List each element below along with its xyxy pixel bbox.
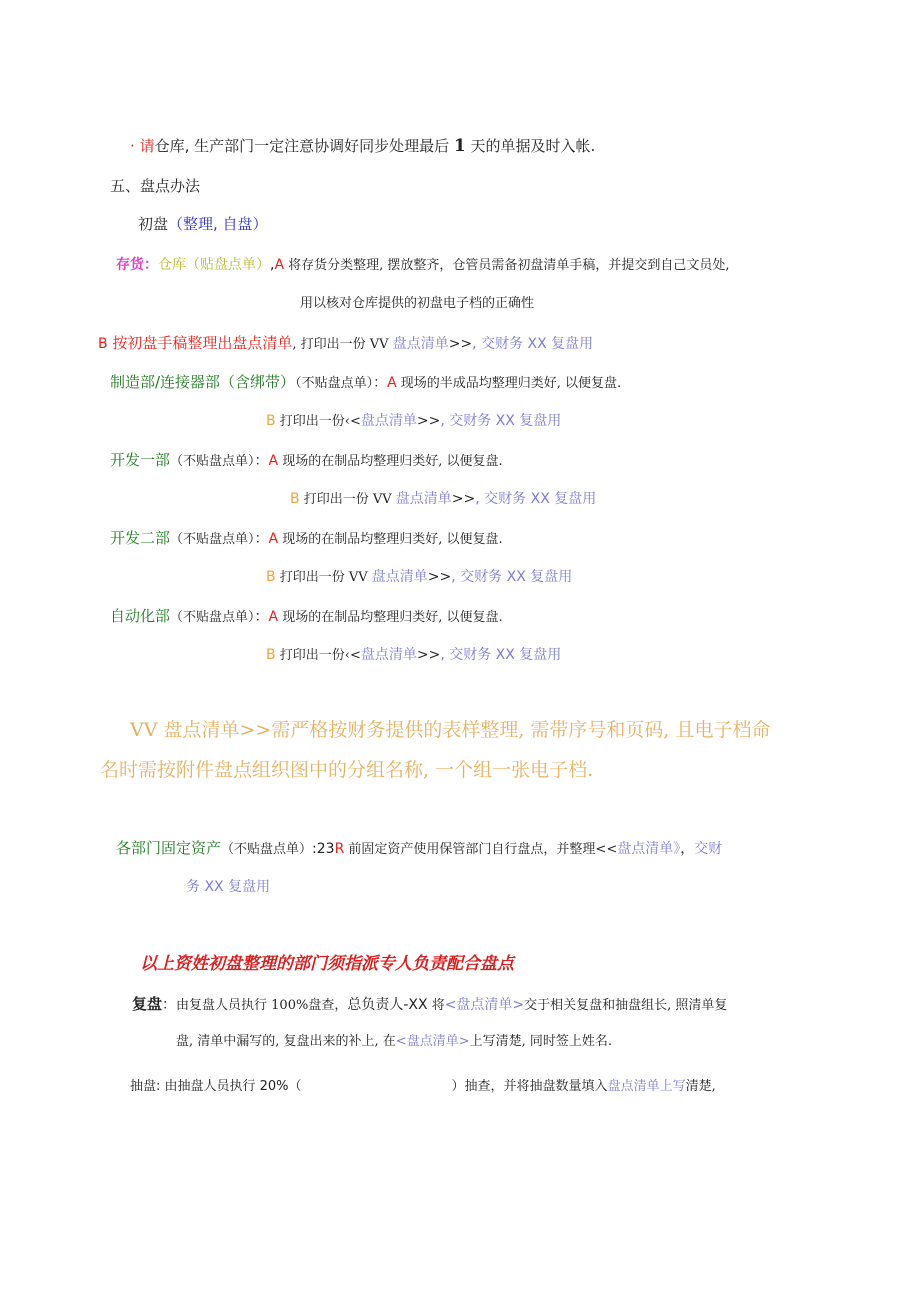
recount-text: 交于相关复盘和抽盘组长, 照清单复 xyxy=(524,998,728,1013)
comma: , xyxy=(472,336,482,352)
no-label-note: （不贴盘点单） xyxy=(221,842,313,857)
colon: ： xyxy=(162,997,177,1013)
instruction-text: 仓库, 生产部门一定注意协调好同步处理最后 xyxy=(154,137,454,155)
automation-label: 自动化部 xyxy=(110,607,171,625)
automation-b-line xyxy=(266,645,561,666)
comma: , xyxy=(440,647,450,663)
step-a: A xyxy=(268,453,279,469)
please-word: 请 xyxy=(139,137,155,155)
gt-mark: >> xyxy=(448,336,473,352)
recount-text: 由复盘人员执行 100%盘查， xyxy=(176,998,348,1013)
finance-review: 交财务 XX 复盘用 xyxy=(449,413,562,429)
print-text: 打印出一份‹< xyxy=(275,414,361,429)
step-b: B xyxy=(266,569,276,585)
fixed-assets-code: :23 xyxy=(312,841,335,857)
count-list-link: 盘点清单 xyxy=(360,413,417,429)
fixed-assets-continuation: 务 XX 复盘用 xyxy=(186,879,271,895)
no-label-note: （不贴盘点单） xyxy=(295,376,374,391)
spot-check-text: 抽盘: 由抽盘人员执行 20%（ xyxy=(130,1079,302,1094)
bullet: · xyxy=(130,137,135,155)
fixed-assets-line xyxy=(116,838,722,860)
print-text: 打印出一份 VV xyxy=(275,570,372,585)
colon: ： xyxy=(254,453,269,469)
italic-note: 以上资姓初盘整理的部门须指派专人负责配合盘点 xyxy=(140,954,514,974)
count-list-link: 盘点清单》 xyxy=(617,841,681,857)
count-list-link: 盘点清单 xyxy=(371,569,428,585)
section-heading: 五、盘点办法 xyxy=(110,177,201,195)
manufacturing-line xyxy=(110,372,621,394)
comma: , xyxy=(475,491,485,507)
step-a: A xyxy=(268,531,279,547)
print-text: 打印出一份 VV xyxy=(299,492,396,507)
gt-mark: >> xyxy=(416,413,441,429)
step-b: B xyxy=(98,336,108,352)
dev2-text: 现场的在制品均整理归类好, 以便复盘. xyxy=(278,532,503,547)
step-a: A xyxy=(268,609,279,625)
count-list-link: 盘点清单上写 xyxy=(607,1079,686,1094)
dev2-label: 开发二部 xyxy=(110,529,171,547)
count-list-link: <盘点清单> xyxy=(444,997,525,1013)
no-label-note: （不贴盘点单） xyxy=(170,610,255,625)
colon: ： xyxy=(254,531,269,547)
inventory-continuation: 用以核对仓库提供的初盘电子档的正确性 xyxy=(300,296,535,311)
print-text: , 打印出一份 VV xyxy=(292,337,393,352)
initial-count-label: 初盘 xyxy=(138,215,169,233)
warehouse-note: 仓库（贴盘点单） xyxy=(158,257,270,273)
dev1-text: 现场的在制品均整理归类好, 以便复盘. xyxy=(278,454,503,469)
format-note-line2: 名时需按附件盘点组织图中的分组名称, 一个组一张电子档. xyxy=(100,759,594,781)
gt-mark: >> xyxy=(451,491,476,507)
spot-check-text: ）抽查，并将抽盘数量填入 xyxy=(451,1079,608,1094)
automation-line xyxy=(110,606,503,628)
dev2-b-line xyxy=(266,567,572,588)
spot-check-line xyxy=(130,1077,716,1097)
comma: , xyxy=(451,569,461,585)
colon: ： xyxy=(254,609,269,625)
finance-review: 交财务 XX 复盘用 xyxy=(484,491,597,507)
step-b-line xyxy=(98,333,593,355)
dev1-line xyxy=(110,450,503,472)
automation-text: 现场的在制品均整理归类好, 以便复盘. xyxy=(278,610,503,625)
comma: , xyxy=(440,413,450,429)
chief-owner: 总负责人-XX xyxy=(347,997,428,1013)
dev1-b-line xyxy=(290,489,596,510)
count-list-link: <盘点清单> xyxy=(395,1034,470,1049)
step-b: B xyxy=(266,647,276,663)
step-b: B xyxy=(266,413,276,429)
recount-text: 盘, 清单中漏写的, 复盘出来的补上, 在 xyxy=(176,1034,396,1049)
count-list-link: 盘点清单 xyxy=(392,336,449,352)
fixed-assets-text: 前固定资产使用保管部门自行盘点，并整理<< xyxy=(344,842,618,857)
step-b: B xyxy=(290,491,300,507)
no-label-note: （不贴盘点单） xyxy=(170,532,255,547)
comma: , xyxy=(270,257,275,273)
initial-count-heading xyxy=(138,214,268,234)
recount-continuation xyxy=(176,1032,612,1052)
manufacturing-label: 制造部/连接器部（含绑带） xyxy=(110,373,296,391)
dev1-label: 开发一部 xyxy=(110,451,171,469)
recount-label: 复盘 xyxy=(132,995,163,1013)
step-a: A xyxy=(387,375,397,391)
r-mark: R xyxy=(334,841,345,857)
instruction-line xyxy=(130,136,595,156)
finance-review: 交财务 XX 复盘用 xyxy=(460,569,573,585)
manufacturing-text: 现场的半成品均整理归类好, 以便复盘. xyxy=(396,376,622,391)
gt-mark: >> xyxy=(416,647,441,663)
finance-review: 交财 xyxy=(694,841,723,857)
inventory-label: 存货： xyxy=(116,257,158,273)
gt-mark: >> xyxy=(427,569,452,585)
colon: ： xyxy=(373,375,388,391)
recount-line xyxy=(132,994,727,1016)
count-list-link: 盘点清单 xyxy=(360,647,417,663)
print-text: 打印出一份‹< xyxy=(275,648,361,663)
format-note-line1: VV 盘点清单>>需严格按财务提供的表样整理, 需带序号和页码, 且电子档命 xyxy=(130,719,771,741)
comma: ， xyxy=(680,841,695,857)
dev2-line xyxy=(110,528,503,550)
inventory-text: 将存货分类整理, 摆放整齐，仓管员需备初盘清单手稿，并提交到自己文员处, xyxy=(284,258,730,273)
fixed-assets-label: 各部门固定资产 xyxy=(116,839,222,857)
recount-text: 上写清楚, 同时签上姓名. xyxy=(469,1034,612,1049)
instruction-tail: 天的单据及时入帐. xyxy=(465,137,596,155)
count-list-link: 盘点清单 xyxy=(395,491,452,507)
finance-review: 交财务 XX 复盘用 xyxy=(449,647,562,663)
manufacturing-b-line xyxy=(266,411,561,432)
step-a: A xyxy=(274,257,285,273)
no-label-note: （不贴盘点单） xyxy=(170,454,255,469)
recount-text: 将 xyxy=(427,998,445,1013)
spot-check-tail: 清楚, xyxy=(685,1079,716,1094)
step-b-text: 按初盘手稿整理出盘点清单 xyxy=(107,334,293,352)
finance-review: 交财务 XX 复盘用 xyxy=(481,336,594,352)
initial-count-paren: （整理, 自盘） xyxy=(168,215,268,233)
inventory-line xyxy=(116,255,730,276)
day-count: 1 xyxy=(453,136,466,156)
